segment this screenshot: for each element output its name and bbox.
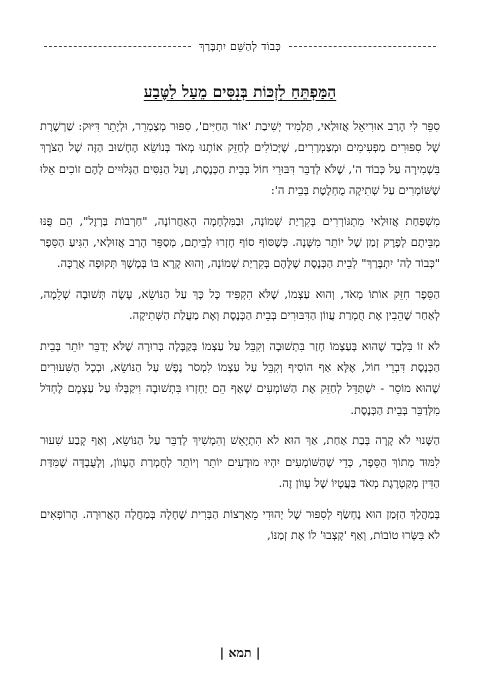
body-text bbox=[40, 116, 440, 546]
running-head bbox=[44, 38, 436, 54]
paragraph-6: בְּמַהֲלַךְ הַזְּמַן הוּא נֶחְשַׂף לְסִפּוּר שֶׁל יְהוּדִי מֵאַרְצוֹת הַבְּרִית שֶׁחָלָה בְּמַחֲלָה הָאֲרוּרָה. הָרוֹפְאִים לֹא בִּשְּׂרוּ טוֹבוֹת, וְאַף 'קָצְבוּ' לוֹ אֶת זְמַנּוֹ, bbox=[40, 506, 440, 542]
paragraph-4: לֹא זוֹ בִּלְבַד שֶׁהוּא בְּעַצְמוֹ חָזַר בִּתְשׁוּבָה וְקִבֵּל עַל עַצְמוֹ בְּקַבָּלָה בְּרוּרָה שֶׁלֹּא יְדַבֵּר יוֹתֵר בְּבֵית הַכְּנֶסֶת דִּבְרֵי חוֹל, אֶלָּא אַף הוֹסִיף וְקִבֵּל עַל עַצְמוֹ לִמְסֹר נֶפֶשׁ עַל הַנּוֹשֵׂא, וּבְכָל הַשִּׁעוּרִים שֶׁהוּא מוֹסֵר - יִשְׁתַּדֵּל לְחַזֵּק אֶת הַשּׁוֹמְעִים שֶׁאַף הֵם יַחְזְרוּ בִּתְשׁוּבָה וִיקַבְּלוּ עַל עַצְמָם לֶחְדֹּל מִלְּדַבֵּר בְּבֵית הַכְּנֶסֶת. bbox=[40, 338, 440, 417]
paragraph-1: סִפֵּר לִי הָרַב אוּרִיאֵל אֲזוּלַאי, תַּלְמִיד יְשִׁיבַת 'אוֹר הַחַיִּים', סִפּוּר מְצַמְרֵר, וּלְיָתֵר דִּיּוּק: שַׁרְשֶׁרֶת שֶׁל סִפּוּרִים מַפְעִימִים וּמְצַמְרְרִים, שֶׁיְּכוֹלִים לְחַזֵּק אוֹתָנוּ מְאֹד בְּנוֹשֵׂא הֶחָשׁוּב הַזֶּה שֶׁל הַצֹּרֶךְ בִּשְׁמִירָה עַל כְּבוֹד ה', שֶׁלֹּא לְדַבֵּר דִּבּוּרֵי חוֹל בְּבֵית הַכְּנֶסֶת, וְעַל הַנִּסִּים הַגְּלוּיִים לָהֶם זוֹכִים אֵלּוּ שֶׁשּׁוֹמְרִים עַל שְׁתִיקָה מֻחְלֶטֶת בְּבֵית ה': bbox=[40, 119, 440, 198]
page-number: | תמא | bbox=[219, 645, 261, 660]
running-head-title: כְּבוֹד לְהַשֵּׁם יִתְבָּרַךְ bbox=[198, 39, 282, 53]
paragraph-5: הַשָּׁנוּי לֹא קָרָה בְּבַת אַחַת, אַךְ הוּא לֹא הִתְיָאֵשׁ וְהִמְשִׁיךְ לְדַבֵּר עַל הַנּוֹשֵׂא, וְאַף קָבַע שִׁעוּר לִמּוּד מְתוֹךְ הַסֵּפֶר, כְּדֵי שֶׁהַשּׁוֹמְעִים יִהְיוּ מוּדָעִים יוֹתֵר וְיוֹתֵר לְחֻמְרַת הֶעָווֹן, וְלָעֻבְדָּה שֶׁמִּדַּת הַדִּין מְקַטְרֶגֶת מְאֹד בַּעֲטָיוֹ שֶׁל עָווֹן זֶה. bbox=[40, 433, 440, 491]
running-head-rule-right bbox=[289, 46, 436, 47]
paragraph-3: הַסֵּפֶר חִזֵּק אוֹתוֹ מְאֹד, וְהוּא עַצְמוֹ, שֶׁלֹּא הִקְפִּיד כָּל כָּךְ עַל הַנּוֹשֵׂא, עָשָׂה תְּשׁוּבָה שְׁלֵמָה, לְאַחַר שֶׁהֵבִין אֶת חֻמְרַת עֲווֹן הַדִּבּוּרִים בְּבֵית הַכְּנֶסֶת וְאֶת מַעֲלַת הַשְּׁתִיקָה. bbox=[40, 286, 440, 323]
chapter-title: הַמַּפְתֵּחַ לִזְכּוֹת בְּנִסִּים מֵעַל לַטֶּבַע bbox=[143, 82, 337, 101]
running-head-rule-left bbox=[44, 46, 191, 47]
paragraph-2: מִשְׁפַּחַת אֲזוּלַאי מִתְגּוֹרְרִים בְּקִרְיַת שְׁמוֹנָה, וּבַמִּלְחָמָה הָאַחֲרוֹנָה, "חַרְבוֹת בַּרְזֶל", הֵם פֻּנּוּ מְבֵּיתָם לְפֶרֶק זְמַן שֶׁל יוֹתֵר מִשָּׁנָה. כְּשֶׁסּוֹף סוֹף חָזְרוּ לְבֵיתָם, מְסַפֵּר הָרַב אֲזוּלַאי, הִגִּיעַ הַסֵּפֶר "כְּבוֹד לַה' יִתְבָּרַךְ" לְבֵית הַכְּנֶסֶת שֶׁלָּהֶם בְּקִרְיַת שְׁמוֹנָה, וְהוּא קָרָא בּוֹ בְּמֶשֶׁךְ תְּקוּפָה אֲרֻכָּה. bbox=[40, 213, 440, 271]
